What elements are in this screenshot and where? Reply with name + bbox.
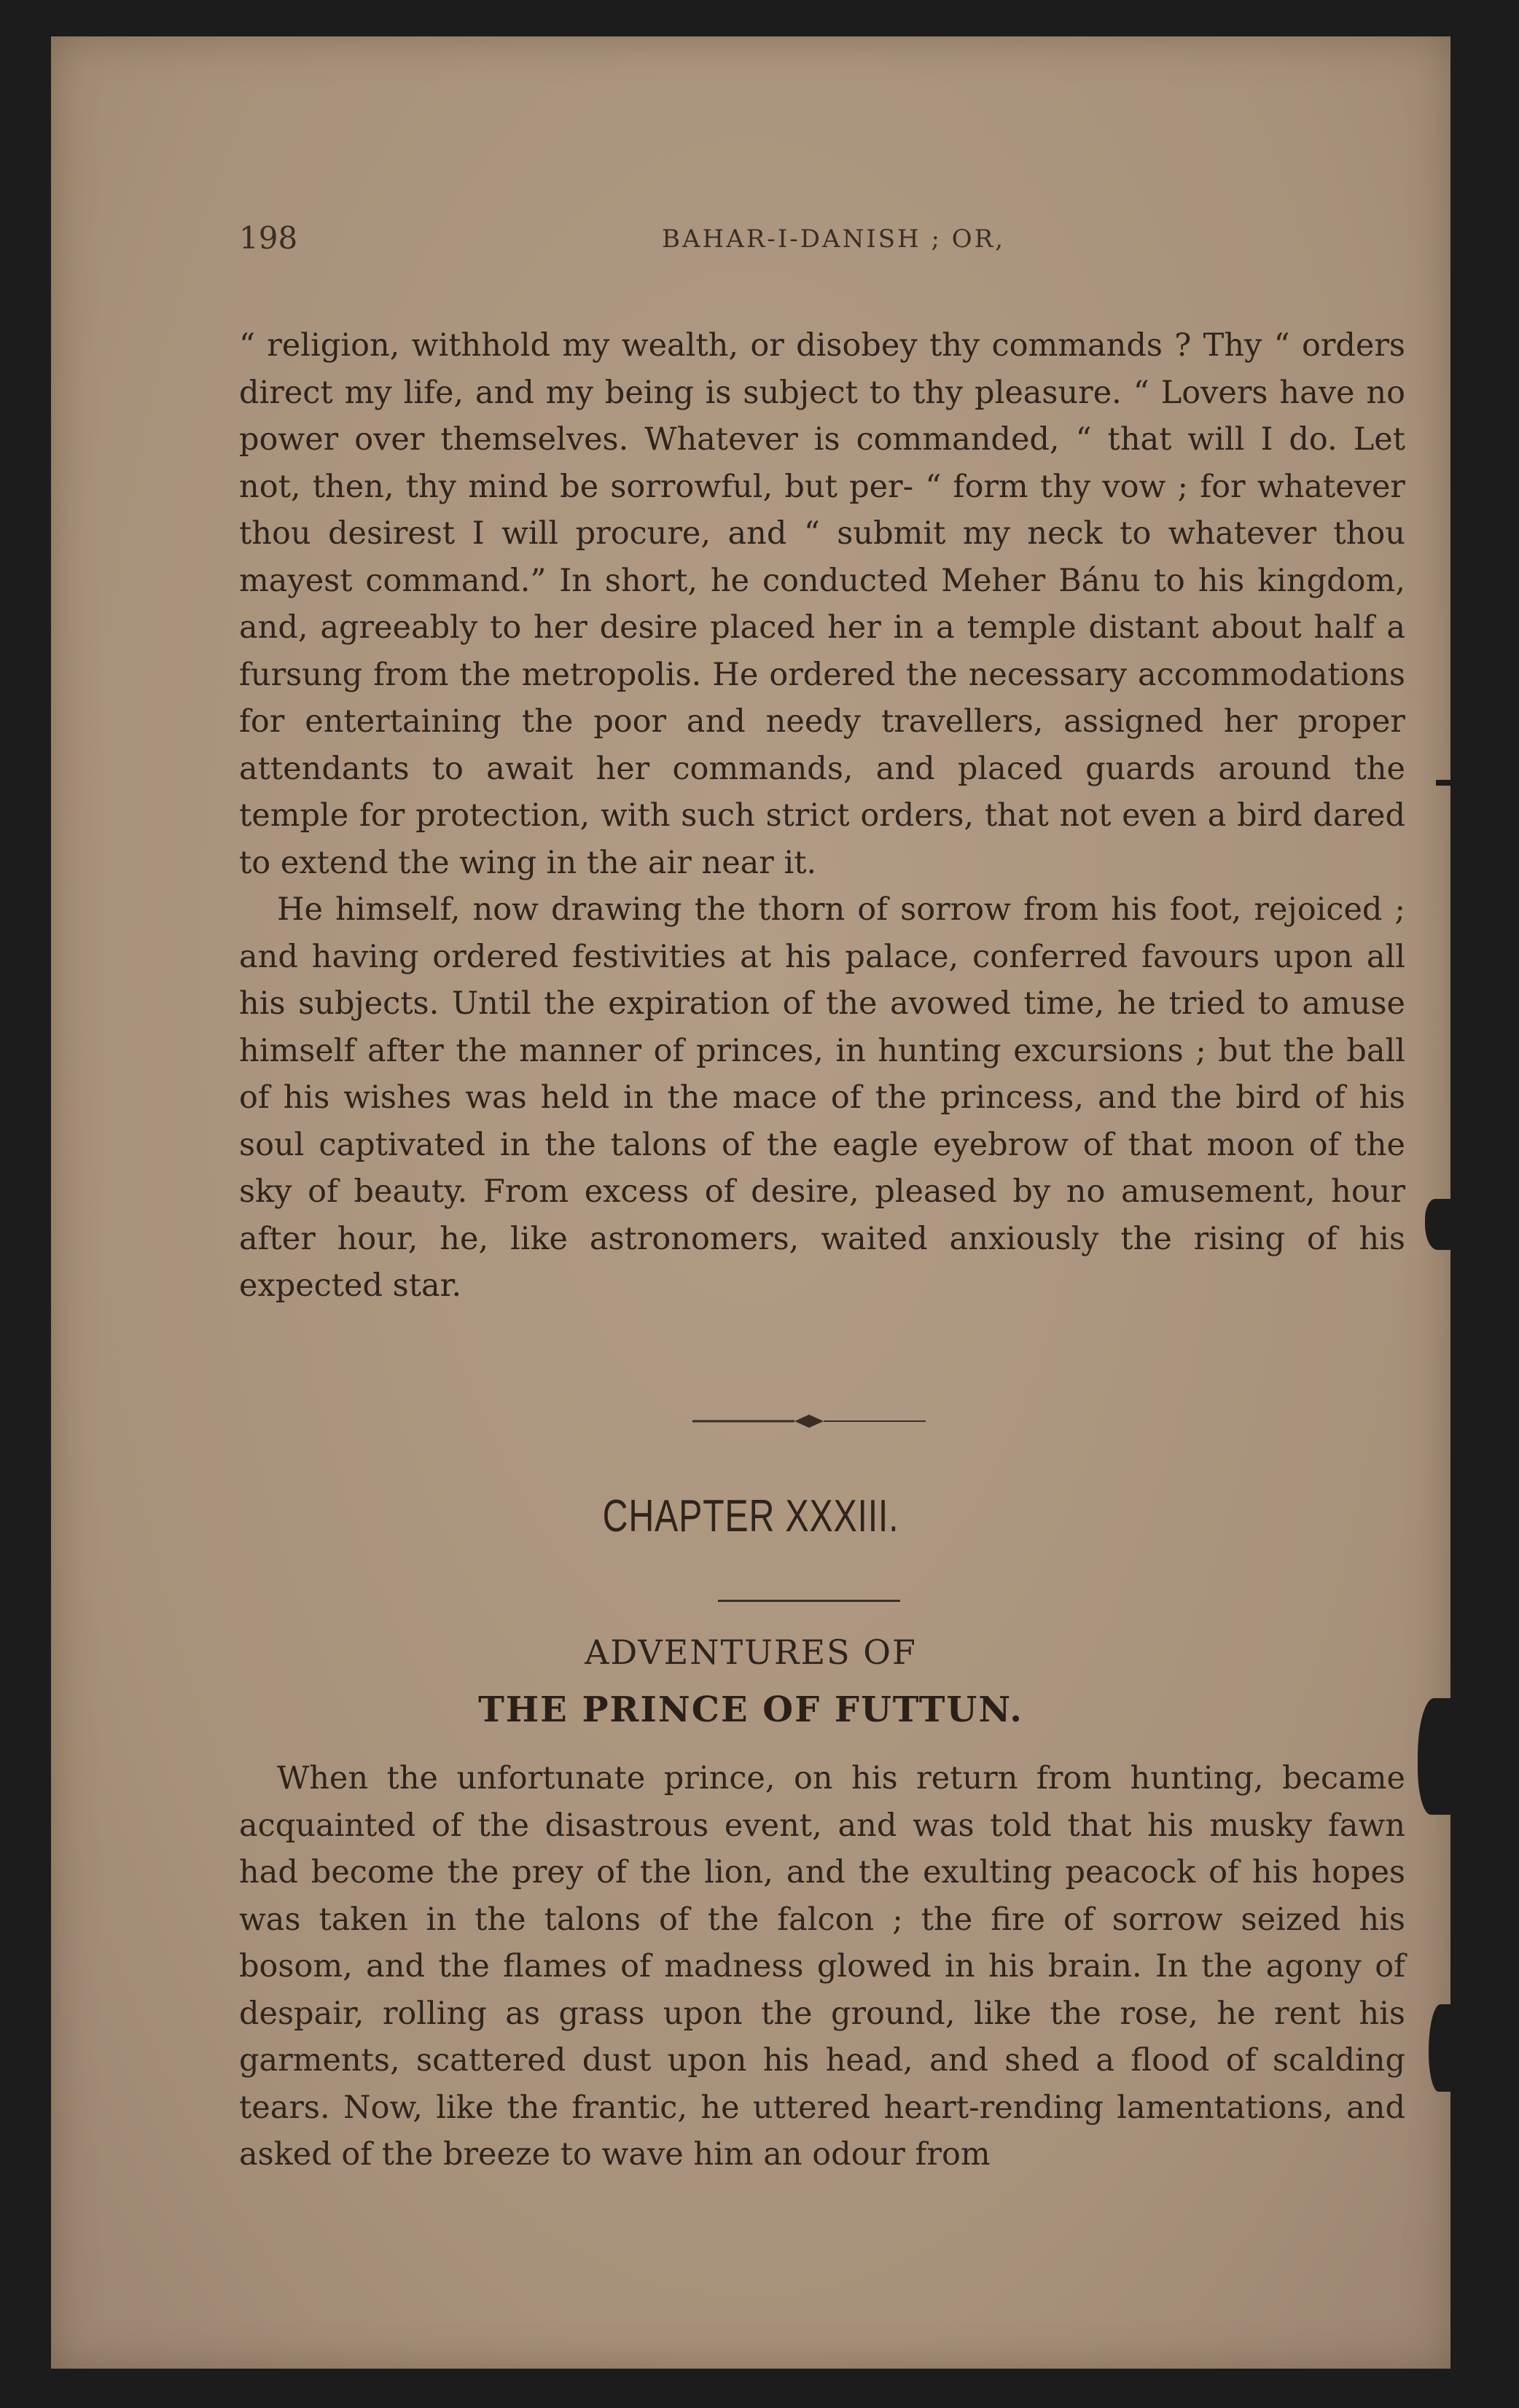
body-text-bottom	[239, 1755, 1405, 2178]
body-text-top	[239, 322, 1405, 1310]
paragraph: “ religion, withhold my wealth, or disobey thy commands ? Thy “ orders direct my life, and my being is subject to thy pleasure. “ Lovers have no power over themselves. Whatever is commanded, “ that will I do. Let not, then, thy mind be sorrowful, but per- “ form thy vow ; for whatever thou desirest I will procure, and “ submit my neck to whatever thou mayest command.” In short, he conducted Meher Bánu to his kingdom, and, agreeably to her desire placed her in a temple distant about half a fursung from the metropolis. He ordered the necessary accommodations for entertaining the poor and needy travellers, assigned her proper attendants to await her commands, and placed guards around the temple for protection, with such strict orders, that not even a bird dared to extend the wing in the air near it.	[239, 327, 1405, 881]
chapter-heading: CHAPTER XXXIII.	[602, 1491, 899, 1541]
section-heading: ADVENTURES OF	[585, 1633, 917, 1672]
running-head	[239, 220, 1311, 264]
page-tear	[1425, 1199, 1450, 1250]
book-page	[51, 36, 1450, 2369]
page-tear	[1436, 780, 1450, 786]
page-tear	[1429, 2004, 1450, 2092]
page-tear	[1418, 1698, 1450, 1815]
page-number: 198	[239, 220, 298, 256]
ornament-divider	[692, 1407, 926, 1436]
paragraph: When the unfortunate prince, on his return from hunting, became acquainted of the disastrous event, and was told that his musky fawn had become the prey of the lion, and the exulting peacock of his hopes was taken in the talons of the falcon ; the fire of sorrow seized his bosom, and the flames of madness glowed in his brain. In the agony of despair, rolling as grass upon the ground, like the rose, he rent his garments, scattered dust upon his head, and shed a flood of scalding tears. Now, like the frantic, he uttered heart-rending lamentations, and asked of the breeze to wave him an odour from	[239, 1760, 1405, 2173]
running-title: BAHAR-I-DANISH ; OR,	[662, 224, 1006, 254]
paragraph: He himself, now drawing the thorn of sorrow from his foot, rejoiced ; and having ordered festivities at his palace, conferred favours upon all his subjects. Until the expiration of the avowed time, he tried to amuse himself after the manner of princes, in hunting excursions ; but the ball of his wishes was held in the mace of the princess, and the bird of his soul captivated in the talons of the eagle eyebrow of that moon of the sky of beauty. From excess of desire, pleased by no amusement, hour after hour, he, like astronomers, waited anxiously the rising of his expected star.	[239, 891, 1405, 1304]
heading-rule	[718, 1600, 900, 1602]
section-title: THE PRINCE OF FUTTUN.	[478, 1689, 1023, 1730]
